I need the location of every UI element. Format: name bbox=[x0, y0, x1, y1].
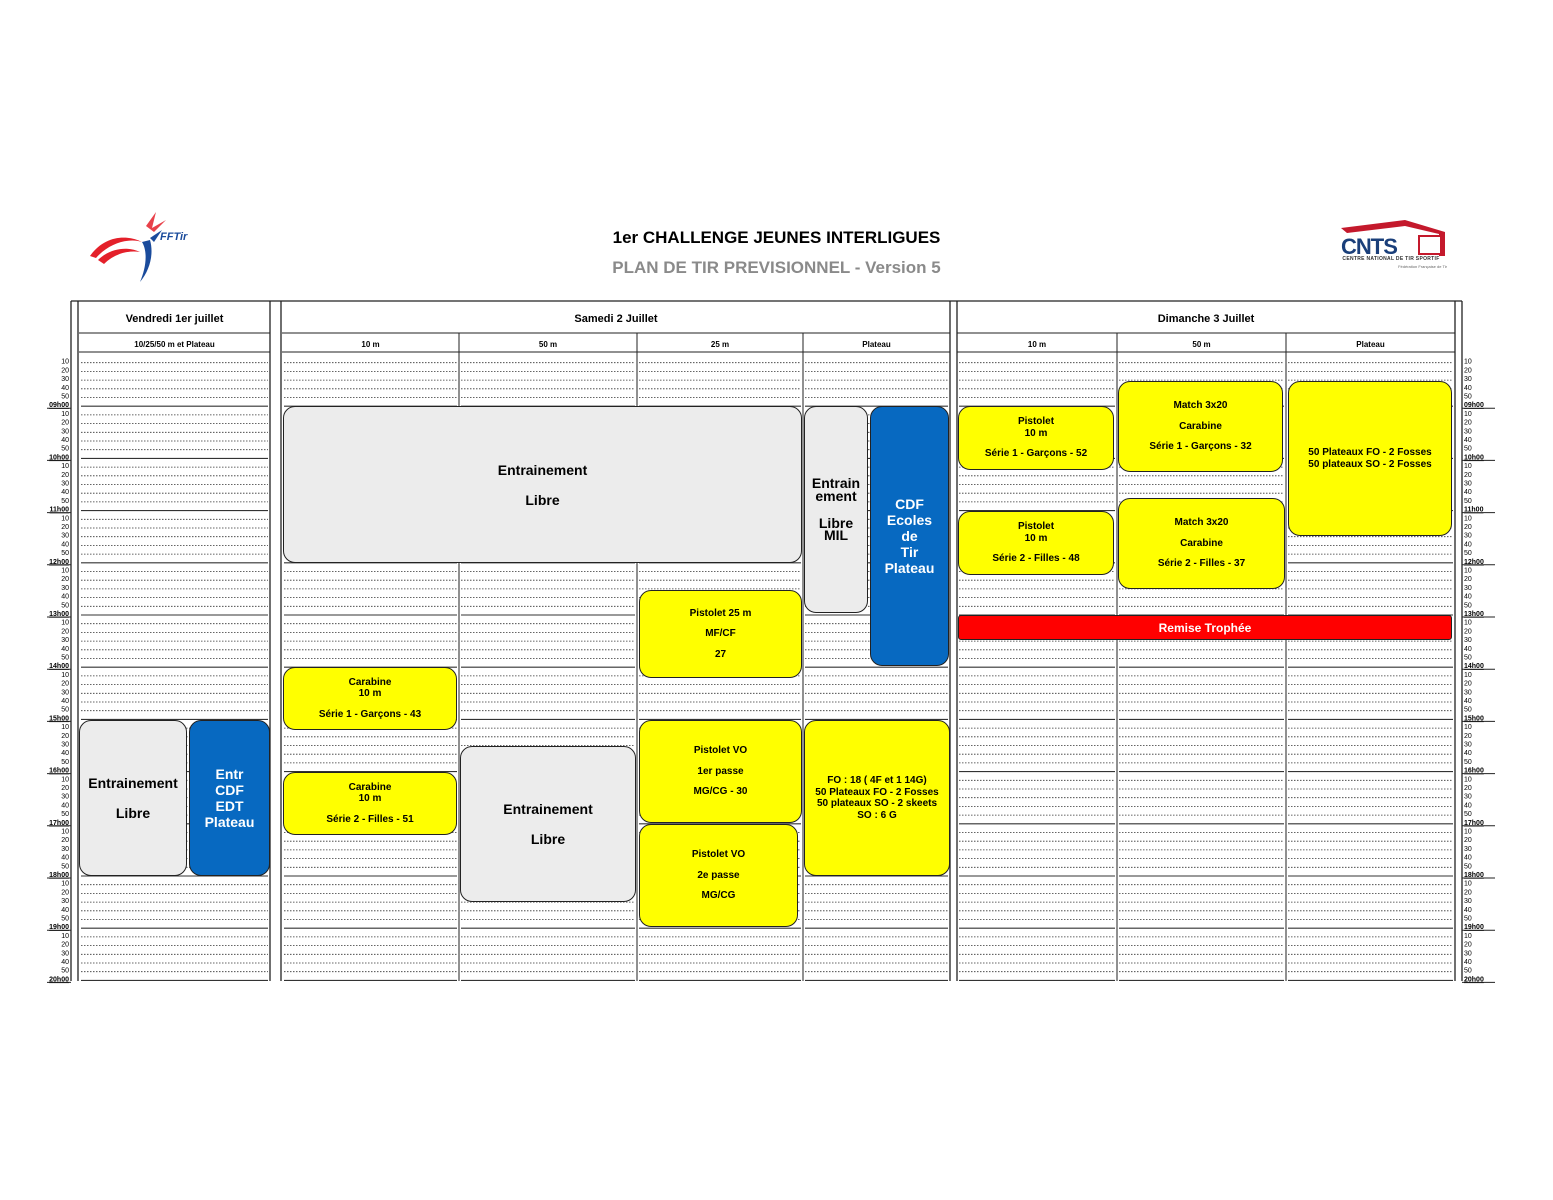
time-label-left: 30 bbox=[61, 898, 69, 906]
event-sun-pistolet-serie1 bbox=[958, 406, 1114, 470]
time-label-right: 30 bbox=[1464, 689, 1472, 697]
time-label-right: 10 bbox=[1464, 567, 1472, 575]
time-label-left: 17h00 bbox=[49, 819, 69, 827]
time-label-right: 50 bbox=[1464, 758, 1472, 766]
time-label-left: 50 bbox=[61, 811, 69, 819]
time-label-left: 20 bbox=[61, 471, 69, 479]
time-label-right: 16h00 bbox=[1464, 767, 1484, 775]
venue-header: Plateau bbox=[862, 340, 891, 349]
time-label-left: 50 bbox=[61, 445, 69, 453]
time-label-right: 50 bbox=[1464, 654, 1472, 662]
event-line: 10 m bbox=[358, 793, 382, 805]
time-label-right: 50 bbox=[1464, 602, 1472, 610]
time-label-right: 10 bbox=[1464, 410, 1472, 418]
time-label-right: 30 bbox=[1464, 428, 1472, 436]
page-subtitle: PLAN DE TIR PREVISIONNEL - Version 5 bbox=[612, 258, 941, 277]
event-sun-plateau bbox=[1288, 381, 1452, 536]
time-label-left: 30 bbox=[61, 950, 69, 958]
event-sun-match-3x20-serie1 bbox=[1118, 381, 1283, 472]
time-label-right: 50 bbox=[1464, 497, 1472, 505]
event-line: Pistolet bbox=[1017, 416, 1055, 428]
time-label-right: 19h00 bbox=[1464, 924, 1484, 932]
time-label-right: 20 bbox=[1464, 837, 1472, 845]
time-label-left: 50 bbox=[61, 706, 69, 714]
time-label-right: 09h00 bbox=[1464, 402, 1484, 410]
day-header: Vendredi 1er juillet bbox=[125, 313, 224, 325]
time-label-left: 09h00 bbox=[49, 402, 69, 410]
time-label-left: 15h00 bbox=[49, 715, 69, 723]
time-label-left: 20 bbox=[61, 367, 69, 375]
event-line: Série 2 - Filles - 37 bbox=[1157, 558, 1246, 570]
time-label-left: 20h00 bbox=[49, 976, 69, 984]
event-line: Plateau bbox=[884, 560, 935, 576]
event-fri-entr-cdf-edt bbox=[189, 720, 270, 876]
time-label-right: 20 bbox=[1464, 524, 1472, 531]
time-label-right: 20 bbox=[1464, 471, 1472, 479]
event-sun-remise-trophee bbox=[958, 615, 1452, 640]
time-label-right: 10h00 bbox=[1464, 454, 1484, 462]
time-label-left: 40 bbox=[61, 489, 69, 497]
time-label-left: 30 bbox=[61, 845, 69, 853]
event-line: Libre bbox=[525, 491, 560, 508]
time-label-right: 30 bbox=[1464, 845, 1472, 853]
time-label-right: 40 bbox=[1464, 698, 1472, 705]
event-line: ement bbox=[815, 487, 857, 504]
time-label-left: 11h00 bbox=[49, 506, 69, 514]
event-sat-plateau bbox=[804, 720, 950, 876]
time-label-left: 40 bbox=[61, 854, 69, 862]
event-line: de bbox=[901, 528, 918, 544]
event-line: Pistolet bbox=[1017, 521, 1055, 533]
time-label-left: 40 bbox=[61, 802, 69, 810]
event-line: MF/CF bbox=[705, 628, 736, 640]
time-label-right: 10 bbox=[1464, 463, 1472, 471]
event-line: Entrainement bbox=[503, 801, 593, 817]
time-label-left: 50 bbox=[61, 967, 69, 975]
time-label-left: 10 bbox=[61, 619, 69, 627]
time-label-left: 50 bbox=[61, 915, 69, 923]
time-label-left: 10 bbox=[61, 463, 69, 471]
event-line: Pistolet 25 m bbox=[689, 607, 752, 619]
time-label-right: 10 bbox=[1464, 515, 1472, 523]
time-label-right: 30 bbox=[1464, 637, 1472, 645]
event-line: Entrainement bbox=[497, 461, 588, 478]
time-label-left: 50 bbox=[61, 393, 69, 401]
time-label-left: 12h00 bbox=[49, 558, 69, 566]
time-label-left: 10 bbox=[61, 724, 69, 732]
venue-header: 50 m bbox=[538, 340, 558, 349]
page-title: 1er CHALLENGE JEUNES INTERLIGUES bbox=[612, 228, 941, 247]
time-label-left: 20 bbox=[61, 889, 69, 897]
time-label-left: 30 bbox=[61, 689, 69, 697]
event-sat-pistolet-25m bbox=[639, 590, 802, 678]
time-label-left: 20 bbox=[61, 837, 69, 845]
time-label-left: 40 bbox=[61, 593, 69, 601]
time-label-right: 18h00 bbox=[1464, 872, 1484, 879]
event-line: Carabine bbox=[1180, 537, 1223, 549]
time-label-right: 40 bbox=[1464, 854, 1472, 862]
time-label-left: 20 bbox=[61, 680, 69, 688]
time-label-left: 20 bbox=[61, 732, 69, 740]
time-label-right: 15h00 bbox=[1464, 715, 1484, 723]
event-line: Match 3x20 bbox=[1173, 400, 1228, 412]
time-label-left: 40 bbox=[61, 541, 69, 549]
time-label-left: 30 bbox=[61, 376, 69, 384]
time-label-left: 10 bbox=[61, 567, 69, 575]
time-label-right: 17h00 bbox=[1464, 819, 1484, 827]
event-line: Série 1 - Garçons - 43 bbox=[318, 708, 422, 720]
event-sat-carabine-serie1 bbox=[283, 667, 457, 730]
event-line: 10 m bbox=[358, 688, 382, 700]
event-sat-pistolet-vo-1 bbox=[639, 720, 802, 823]
event-line: Libre bbox=[115, 805, 151, 821]
venue-header: 50 m bbox=[1192, 340, 1211, 349]
event-line: Remise Trophée bbox=[1158, 620, 1252, 635]
time-label-right: 10 bbox=[1464, 828, 1472, 836]
event-line: CDF bbox=[895, 496, 924, 512]
time-label-right: 50 bbox=[1464, 915, 1472, 923]
time-label-left: 20 bbox=[61, 941, 69, 949]
time-label-right: 50 bbox=[1464, 811, 1472, 819]
event-line: MG/CG bbox=[701, 890, 736, 902]
time-label-left: 40 bbox=[61, 906, 69, 914]
event-line: Carabine bbox=[348, 781, 392, 793]
time-label-right: 12h00 bbox=[1464, 558, 1484, 566]
time-label-right: 10 bbox=[1464, 619, 1472, 627]
event-line: MG/CG - 30 bbox=[693, 786, 748, 798]
cnts-tagline: CENTRE NATIONAL DE TIR SPORTIF bbox=[1342, 256, 1440, 262]
time-label-right: 30 bbox=[1464, 532, 1472, 540]
event-line: Série 2 - Filles - 48 bbox=[992, 553, 1080, 565]
time-label-right: 10 bbox=[1464, 358, 1472, 366]
time-label-right: 30 bbox=[1464, 793, 1472, 801]
time-label-right: 20 bbox=[1464, 367, 1472, 375]
event-sat-pistolet-vo-2 bbox=[639, 824, 798, 927]
time-label-right: 40 bbox=[1464, 384, 1472, 392]
time-label-right: 20 bbox=[1464, 732, 1472, 740]
time-label-right: 10 bbox=[1464, 776, 1472, 784]
event-line: Entr bbox=[215, 766, 244, 782]
venue-header: 10 m bbox=[361, 340, 380, 349]
day-header: Dimanche 3 Juillet bbox=[1157, 313, 1255, 325]
time-label-left: 10h00 bbox=[49, 454, 69, 462]
time-label-left: 40 bbox=[61, 698, 69, 705]
event-line: 50 plateaux SO - 2 skeets bbox=[816, 798, 938, 809]
event-line: Pistolet VO bbox=[691, 849, 746, 861]
time-label-left: 30 bbox=[61, 637, 69, 645]
time-label-left: 20 bbox=[61, 628, 69, 636]
event-line: MIL bbox=[823, 527, 849, 544]
time-label-left: 30 bbox=[61, 741, 69, 749]
time-label-left: 40 bbox=[61, 384, 69, 392]
cnts-tagline-2: Fédération Française de Tir bbox=[1398, 264, 1447, 269]
time-label-left: 13h00 bbox=[49, 611, 69, 618]
time-label-right: 50 bbox=[1464, 706, 1472, 714]
time-label-right: 40 bbox=[1464, 489, 1472, 497]
time-label-left: 10 bbox=[61, 880, 69, 888]
time-label-right: 40 bbox=[1464, 750, 1472, 758]
time-label-left: 18h00 bbox=[49, 872, 69, 879]
event-sat-carabine-serie2 bbox=[283, 772, 457, 835]
time-label-left: 10 bbox=[61, 932, 69, 940]
event-line: EDT bbox=[215, 798, 244, 814]
time-label-right: 20 bbox=[1464, 785, 1472, 792]
time-label-right: 40 bbox=[1464, 906, 1472, 914]
time-label-left: 50 bbox=[61, 758, 69, 766]
time-label-right: 20 bbox=[1464, 889, 1472, 897]
event-sat-cdf-ecoles-plateau bbox=[870, 406, 949, 666]
time-label-left: 50 bbox=[61, 863, 69, 871]
time-label-right: 20h00 bbox=[1464, 976, 1484, 984]
time-label-left: 20 bbox=[61, 524, 69, 531]
event-line: Carabine bbox=[1179, 420, 1222, 432]
time-label-right: 20 bbox=[1464, 941, 1472, 949]
day-header: Samedi 2 Juillet bbox=[574, 313, 658, 325]
event-line: Ecoles bbox=[886, 512, 933, 528]
time-label-right: 10 bbox=[1464, 671, 1472, 679]
time-label-right: 20 bbox=[1464, 628, 1472, 636]
time-label-left: 10 bbox=[61, 515, 69, 523]
venue-header: 10 m bbox=[1027, 340, 1047, 349]
time-label-left: 20 bbox=[61, 419, 69, 427]
time-label-right: 50 bbox=[1464, 967, 1472, 975]
event-fri-entrainement-libre bbox=[79, 720, 187, 876]
event-line: Match 3x20 bbox=[1174, 517, 1229, 529]
fftir-logo-text: FFTir bbox=[160, 231, 188, 243]
time-label-right: 30 bbox=[1464, 584, 1472, 592]
time-label-right: 40 bbox=[1464, 802, 1472, 810]
time-label-left: 40 bbox=[61, 645, 69, 653]
time-label-right: 40 bbox=[1464, 541, 1472, 549]
event-line: Carabine bbox=[348, 676, 392, 688]
time-label-left: 40 bbox=[61, 437, 69, 444]
time-label-right: 10 bbox=[1464, 932, 1472, 940]
time-label-right: 20 bbox=[1464, 419, 1472, 427]
event-line: Série 2 - Filles - 51 bbox=[326, 813, 414, 825]
time-label-right: 30 bbox=[1464, 950, 1472, 958]
event-sun-pistolet-serie2 bbox=[958, 511, 1114, 575]
event-line: 27 bbox=[714, 648, 727, 660]
time-label-left: 50 bbox=[61, 550, 69, 558]
event-sat-entrainement-libre bbox=[283, 406, 802, 563]
time-label-right: 30 bbox=[1464, 741, 1472, 749]
event-line: Entrain bbox=[811, 475, 861, 492]
time-label-left: 50 bbox=[61, 654, 69, 662]
venue-header: Plateau bbox=[1356, 340, 1385, 349]
time-label-right: 20 bbox=[1464, 680, 1472, 688]
event-line: 50 Plateaux FO - 2 Fosses bbox=[815, 786, 939, 798]
time-label-left: 30 bbox=[61, 532, 69, 540]
venue-header: 25 m bbox=[710, 340, 730, 349]
event-line: Série 1 - Garçons - 32 bbox=[1149, 441, 1252, 453]
time-label-left: 10 bbox=[61, 776, 69, 784]
event-line: 10 m bbox=[1024, 532, 1048, 544]
time-label-right: 10 bbox=[1464, 880, 1472, 888]
time-label-right: 50 bbox=[1464, 393, 1472, 401]
event-line: Plateau bbox=[204, 814, 255, 830]
time-label-left: 10 bbox=[61, 358, 69, 366]
event-sun-match-3x20-serie2 bbox=[1118, 498, 1285, 589]
time-label-left: 50 bbox=[61, 602, 69, 610]
event-line: 10 m bbox=[1024, 427, 1048, 439]
event-line: 50 plateaux SO - 2 Fosses bbox=[1308, 458, 1432, 470]
event-line: Série 1 - Garçons - 52 bbox=[984, 448, 1088, 460]
venue-header: 10/25/50 m et Plateau bbox=[134, 340, 215, 349]
time-label-left: 16h00 bbox=[49, 767, 69, 775]
time-label-left: 10 bbox=[61, 828, 69, 836]
event-line: CDF bbox=[215, 782, 244, 798]
time-label-right: 50 bbox=[1464, 863, 1472, 871]
event-line: Tir bbox=[900, 544, 919, 560]
time-label-left: 19h00 bbox=[49, 924, 69, 932]
time-label-left: 14h00 bbox=[49, 663, 69, 671]
event-line: Pistolet VO bbox=[693, 745, 748, 757]
event-line: Libre bbox=[530, 831, 566, 847]
time-label-left: 30 bbox=[61, 428, 69, 436]
time-label-right: 40 bbox=[1464, 593, 1472, 601]
time-label-left: 10 bbox=[61, 671, 69, 679]
time-label-left: 20 bbox=[61, 576, 69, 584]
time-label-right: 11h00 bbox=[1464, 506, 1484, 514]
event-line: 2e passe bbox=[697, 869, 740, 881]
time-label-left: 30 bbox=[61, 793, 69, 801]
event-line: 50 Plateaux FO - 2 Fosses bbox=[1308, 447, 1432, 458]
time-label-left: 30 bbox=[61, 584, 69, 592]
time-label-right: 50 bbox=[1464, 445, 1472, 453]
time-label-right: 40 bbox=[1464, 645, 1472, 653]
time-label-right: 20 bbox=[1464, 576, 1472, 584]
time-label-right: 40 bbox=[1464, 959, 1472, 966]
time-label-right: 14h00 bbox=[1464, 663, 1484, 671]
event-line: Entrainement bbox=[88, 775, 178, 791]
event-line: SO : 6 G bbox=[857, 809, 897, 821]
event-sat-entrainement-libre-mil bbox=[804, 406, 868, 613]
event-line: Libre bbox=[818, 514, 854, 531]
time-label-right: 30 bbox=[1464, 898, 1472, 906]
time-label-right: 40 bbox=[1464, 437, 1472, 444]
time-label-left: 20 bbox=[61, 785, 69, 792]
event-sat-entrainement-libre-50m bbox=[460, 746, 636, 902]
cnts-logo-text: CNTS bbox=[1341, 234, 1397, 258]
time-label-left: 40 bbox=[61, 959, 69, 966]
event-line: FO : 18 ( 4F et 1 14G) bbox=[827, 775, 927, 786]
time-label-right: 10 bbox=[1464, 724, 1472, 732]
time-label-left: 40 bbox=[61, 750, 69, 758]
time-label-right: 13h00 bbox=[1464, 611, 1484, 618]
time-label-right: 30 bbox=[1464, 376, 1472, 384]
time-label-left: 50 bbox=[61, 497, 69, 505]
event-line: 1er passe bbox=[697, 765, 744, 777]
time-label-left: 30 bbox=[61, 480, 69, 488]
time-label-right: 50 bbox=[1464, 550, 1472, 558]
time-label-left: 10 bbox=[61, 410, 69, 418]
time-label-right: 30 bbox=[1464, 480, 1472, 488]
